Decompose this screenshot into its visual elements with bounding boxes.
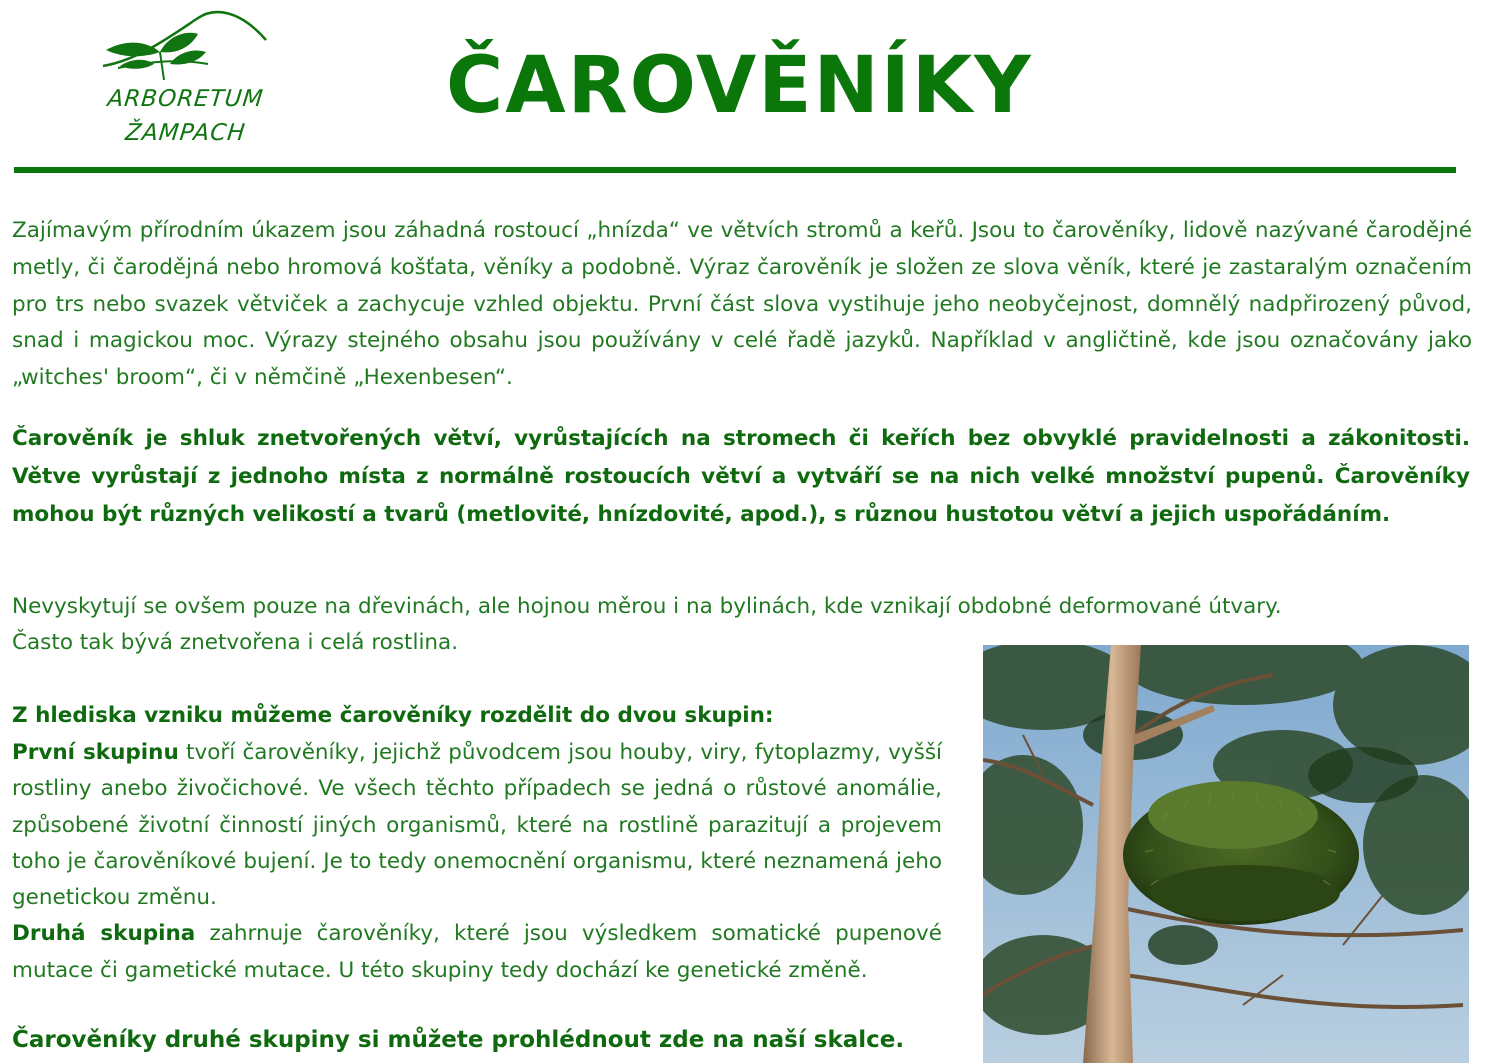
- first-group-label: První skupinu: [12, 740, 179, 765]
- logo-line-zampach: ŽAMPACH: [124, 120, 247, 146]
- first-group-text: tvoří čarověníky, jejichž původcem jsou houby, viry, fytoplazmy, vyšší rostliny anebo živočichové. Ve všech těchto případech se jedná o růstové anomálie, způsobené životní činností jiných organismů, které na rostlině parazitují a projevem toho je čarověníkové bujení. Je to tedy onemocnění organismu, které neznamená jeho genetickou změnu.: [12, 740, 942, 911]
- groups-heading: Z hlediska vzniku můžeme čarověníky rozdělit do dvou skupin:: [12, 703, 774, 728]
- arboretum-logo: [98, 8, 273, 148]
- intro-paragraph: Zajímavým přírodním úkazem jsou záhadná rostoucí „hnízda“ ve větvích stromů a keřů. Jsou to čarověníky, lidově nazývané čarodějné metly, či čarodějná nebo hromová košťata, věníky a podobně. Výraz čarověník je složen ze slova věník, které je zastaralým označením pro trs nebo svazek větviček a zachycuje vzhled objektu. První část slova vystihuje jeho neobyčejnost, domnělý nadpřirozený původ, snad i magickou moc. Výrazy stejného obsahu jsou používány v celé řadě jazyků. Například v angličtině, kde jsou označovány jako „witches' broom“, či v němčině „Hexenbesen“.: [12, 218, 1472, 391]
- title-divider: [14, 167, 1456, 173]
- footer-note: Čarověníky druhé skupiny si můžete prohlédnout zde na naší skalce.: [12, 1027, 905, 1053]
- second-group-text: zahrnuje čarověníky, které jsou výsledkem somatické pupenové mutace či gametické mutace. U této skupiny tedy dochází ke genetické změně.: [12, 921, 943, 983]
- occurrence-line-1: Nevyskytují se ovšem pouze na dřevinách, ale hojnou měrou i na bylinách, kde vznikají obdobné deformované útvary.: [12, 594, 1282, 619]
- definition-paragraph: Čarověník je shluk znetvořených větví, vyrůstajících na stromech či keřích bez obvyklé pravidelnosti a zákonitosti. Větve vyrůstají z jednoho místa z normálně rostoucích větví a vytváří se na nich velké množství pupenů. Čarověníky mohou být různých velikostí a tvarů (metlovité, hnízdovité, apod.), s různou hustotou větví a jejich uspořádáním.: [12, 426, 1470, 528]
- occurrence-line-2: Často tak bývá znetvořena i celá rostlina.: [12, 630, 459, 655]
- second-group-label: Druhá skupina: [12, 921, 196, 947]
- groups-paragraph: [12, 735, 942, 989]
- page-title: ČAROVĚNÍKY: [446, 41, 1033, 131]
- leaves-hill-icon: [98, 8, 273, 88]
- logo-line-arboretum: ARBORETUM: [106, 86, 265, 112]
- witches-broom-photo: [983, 645, 1469, 1063]
